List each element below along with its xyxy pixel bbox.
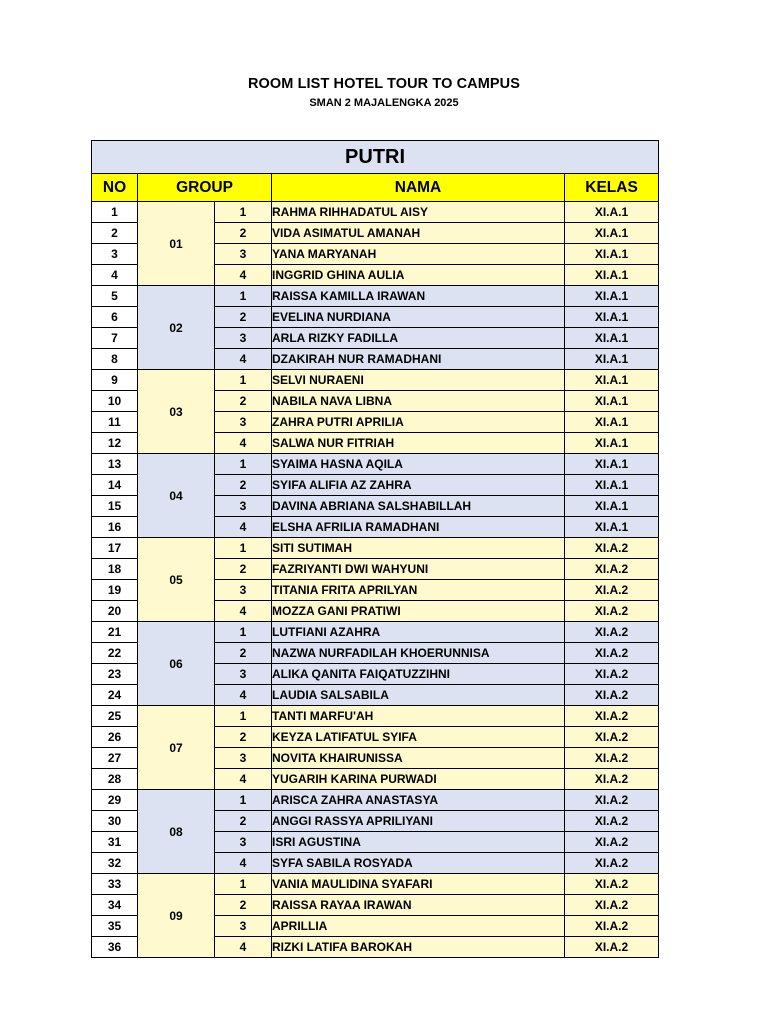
room-list-table <box>91 140 659 958</box>
student-class: XI.A.2 <box>565 685 659 706</box>
member-index: 2 <box>215 895 272 916</box>
student-name: NAZWA NURFADILAH KHOERUNNISA <box>272 643 565 664</box>
member-index: 1 <box>215 370 272 391</box>
row-number: 10 <box>92 391 138 412</box>
row-number: 33 <box>92 874 138 895</box>
student-name: FAZRIYANTI DWI WAHYUNI <box>272 559 565 580</box>
column-header-kelas: KELAS <box>565 174 659 202</box>
student-class: XI.A.2 <box>565 748 659 769</box>
row-number: 28 <box>92 769 138 790</box>
member-index: 1 <box>215 622 272 643</box>
row-number: 14 <box>92 475 138 496</box>
row-number: 11 <box>92 412 138 433</box>
student-name: MOZZA GANI PRATIWI <box>272 601 565 622</box>
row-number: 31 <box>92 832 138 853</box>
table-row <box>92 706 659 727</box>
student-class: XI.A.1 <box>565 244 659 265</box>
row-number: 27 <box>92 748 138 769</box>
student-class: XI.A.1 <box>565 286 659 307</box>
row-number: 20 <box>92 601 138 622</box>
student-class: XI.A.2 <box>565 622 659 643</box>
row-number: 9 <box>92 370 138 391</box>
student-class: XI.A.1 <box>565 433 659 454</box>
student-name: KEYZA LATIFATUL SYIFA <box>272 727 565 748</box>
member-index: 2 <box>215 559 272 580</box>
row-number: 17 <box>92 538 138 559</box>
student-name: ANGGI RASSYA APRILIYANI <box>272 811 565 832</box>
member-index: 3 <box>215 748 272 769</box>
member-index: 2 <box>215 307 272 328</box>
member-index: 3 <box>215 328 272 349</box>
student-name: ARLA RIZKY FADILLA <box>272 328 565 349</box>
row-number: 4 <box>92 265 138 286</box>
member-index: 2 <box>215 475 272 496</box>
member-index: 4 <box>215 685 272 706</box>
student-name: ELSHA AFRILIA RAMADHANI <box>272 517 565 538</box>
table-row <box>92 622 659 643</box>
member-index: 4 <box>215 853 272 874</box>
student-class: XI.A.1 <box>565 475 659 496</box>
student-class: XI.A.2 <box>565 853 659 874</box>
member-index: 4 <box>215 349 272 370</box>
row-number: 1 <box>92 202 138 223</box>
student-class: XI.A.2 <box>565 874 659 895</box>
row-number: 24 <box>92 685 138 706</box>
member-index: 3 <box>215 916 272 937</box>
member-index: 1 <box>215 790 272 811</box>
student-name: NABILA NAVA LIBNA <box>272 391 565 412</box>
member-index: 1 <box>215 454 272 475</box>
student-class: XI.A.1 <box>565 223 659 244</box>
member-index: 3 <box>215 832 272 853</box>
student-name: SALWA NUR FITRIAH <box>272 433 565 454</box>
member-index: 2 <box>215 223 272 244</box>
member-index: 1 <box>215 706 272 727</box>
row-number: 13 <box>92 454 138 475</box>
student-class: XI.A.1 <box>565 391 659 412</box>
row-number: 35 <box>92 916 138 937</box>
group-label: 06 <box>138 622 215 706</box>
row-number: 25 <box>92 706 138 727</box>
student-name: DAVINA ABRIANA SALSHABILLAH <box>272 496 565 517</box>
table-body <box>92 202 659 958</box>
member-index: 1 <box>215 286 272 307</box>
row-number: 18 <box>92 559 138 580</box>
student-class: XI.A.2 <box>565 559 659 580</box>
student-class: XI.A.1 <box>565 517 659 538</box>
row-number: 26 <box>92 727 138 748</box>
row-number: 6 <box>92 307 138 328</box>
group-label: 03 <box>138 370 215 454</box>
table-row <box>92 286 659 307</box>
row-number: 30 <box>92 811 138 832</box>
student-name: RAISSA RAYAA IRAWAN <box>272 895 565 916</box>
student-name: ISRI AGUSTINA <box>272 832 565 853</box>
student-name: SYIFA ALIFIA AZ ZAHRA <box>272 475 565 496</box>
member-index: 2 <box>215 391 272 412</box>
student-class: XI.A.2 <box>565 706 659 727</box>
student-name: NOVITA KHAIRUNISSA <box>272 748 565 769</box>
student-name: RAHMA RIHHADATUL AISY <box>272 202 565 223</box>
student-name: VANIA MAULIDINA SYAFARI <box>272 874 565 895</box>
student-class: XI.A.2 <box>565 769 659 790</box>
member-index: 3 <box>215 664 272 685</box>
student-name: EVELINA NURDIANA <box>272 307 565 328</box>
row-number: 7 <box>92 328 138 349</box>
student-class: XI.A.1 <box>565 370 659 391</box>
student-class: XI.A.1 <box>565 349 659 370</box>
student-class: XI.A.1 <box>565 496 659 517</box>
student-class: XI.A.2 <box>565 916 659 937</box>
row-number: 2 <box>92 223 138 244</box>
row-number: 15 <box>92 496 138 517</box>
student-name: SYFA SABILA ROSYADA <box>272 853 565 874</box>
column-header-no: NO <box>92 174 138 202</box>
student-name: ZAHRA PUTRI APRILIA <box>272 412 565 433</box>
student-name: APRILLIA <box>272 916 565 937</box>
row-number: 32 <box>92 853 138 874</box>
group-label: 07 <box>138 706 215 790</box>
row-number: 22 <box>92 643 138 664</box>
member-index: 1 <box>215 538 272 559</box>
row-number: 12 <box>92 433 138 454</box>
student-class: XI.A.2 <box>565 664 659 685</box>
student-name: VIDA ASIMATUL AMANAH <box>272 223 565 244</box>
student-class: XI.A.1 <box>565 202 659 223</box>
column-header-group: GROUP <box>138 174 272 202</box>
member-index: 2 <box>215 643 272 664</box>
student-class: XI.A.1 <box>565 265 659 286</box>
member-index: 1 <box>215 874 272 895</box>
group-label: 08 <box>138 790 215 874</box>
page-subtitle: SMAN 2 MAJALENGKA 2025 <box>309 97 459 109</box>
member-index: 3 <box>215 496 272 517</box>
member-index: 2 <box>215 811 272 832</box>
table-row <box>92 538 659 559</box>
group-label: 09 <box>138 874 215 958</box>
row-number: 5 <box>92 286 138 307</box>
student-class: XI.A.1 <box>565 412 659 433</box>
student-name: RAISSA KAMILLA IRAWAN <box>272 286 565 307</box>
member-index: 3 <box>215 580 272 601</box>
page-title: ROOM LIST HOTEL TOUR TO CAMPUS <box>247 76 521 92</box>
student-name: RIZKI LATIFA BAROKAH <box>272 937 565 958</box>
student-name: YUGARIH KARINA PURWADI <box>272 769 565 790</box>
student-class: XI.A.2 <box>565 580 659 601</box>
column-header-nama: NAMA <box>272 174 565 202</box>
row-number: 16 <box>92 517 138 538</box>
student-name: SELVI NURAENI <box>272 370 565 391</box>
member-index: 4 <box>215 601 272 622</box>
row-number: 3 <box>92 244 138 265</box>
member-index: 4 <box>215 517 272 538</box>
student-name: DZAKIRAH NUR RAMADHANI <box>272 349 565 370</box>
student-class: XI.A.2 <box>565 538 659 559</box>
student-class: XI.A.1 <box>565 328 659 349</box>
row-number: 21 <box>92 622 138 643</box>
student-name: ALIKA QANITA FAIQATUZZIHNI <box>272 664 565 685</box>
student-class: XI.A.2 <box>565 790 659 811</box>
student-class: XI.A.2 <box>565 643 659 664</box>
row-number: 36 <box>92 937 138 958</box>
student-class: XI.A.2 <box>565 811 659 832</box>
member-index: 2 <box>215 727 272 748</box>
student-name: TITANIA FRITA APRILYAN <box>272 580 565 601</box>
table-row <box>92 370 659 391</box>
student-name: SYAIMA HASNA AQILA <box>272 454 565 475</box>
table-row <box>92 202 659 223</box>
student-class: XI.A.2 <box>565 727 659 748</box>
member-index: 4 <box>215 769 272 790</box>
row-number: 19 <box>92 580 138 601</box>
student-name: YANA MARYANAH <box>272 244 565 265</box>
table-row <box>92 874 659 895</box>
student-class: XI.A.1 <box>565 307 659 328</box>
group-label: 05 <box>138 538 215 622</box>
member-index: 4 <box>215 265 272 286</box>
member-index: 3 <box>215 244 272 265</box>
row-number: 34 <box>92 895 138 916</box>
student-name: SITI SUTIMAH <box>272 538 565 559</box>
student-class: XI.A.1 <box>565 454 659 475</box>
student-name: TANTI MARFU'AH <box>272 706 565 727</box>
row-number: 29 <box>92 790 138 811</box>
section-title: PUTRI <box>92 141 659 174</box>
row-number: 23 <box>92 664 138 685</box>
student-class: XI.A.2 <box>565 937 659 958</box>
student-class: XI.A.2 <box>565 601 659 622</box>
student-class: XI.A.2 <box>565 895 659 916</box>
student-name: INGGRID GHINA AULIA <box>272 265 565 286</box>
group-label: 04 <box>138 454 215 538</box>
member-index: 4 <box>215 433 272 454</box>
student-name: LAUDIA SALSABILA <box>272 685 565 706</box>
member-index: 3 <box>215 412 272 433</box>
member-index: 1 <box>215 202 272 223</box>
student-name: ARISCA ZAHRA ANASTASYA <box>272 790 565 811</box>
group-label: 01 <box>138 202 215 286</box>
table-row <box>92 454 659 475</box>
student-name: LUTFIANI AZAHRA <box>272 622 565 643</box>
student-class: XI.A.2 <box>565 832 659 853</box>
member-index: 4 <box>215 937 272 958</box>
table-row <box>92 790 659 811</box>
group-label: 02 <box>138 286 215 370</box>
row-number: 8 <box>92 349 138 370</box>
